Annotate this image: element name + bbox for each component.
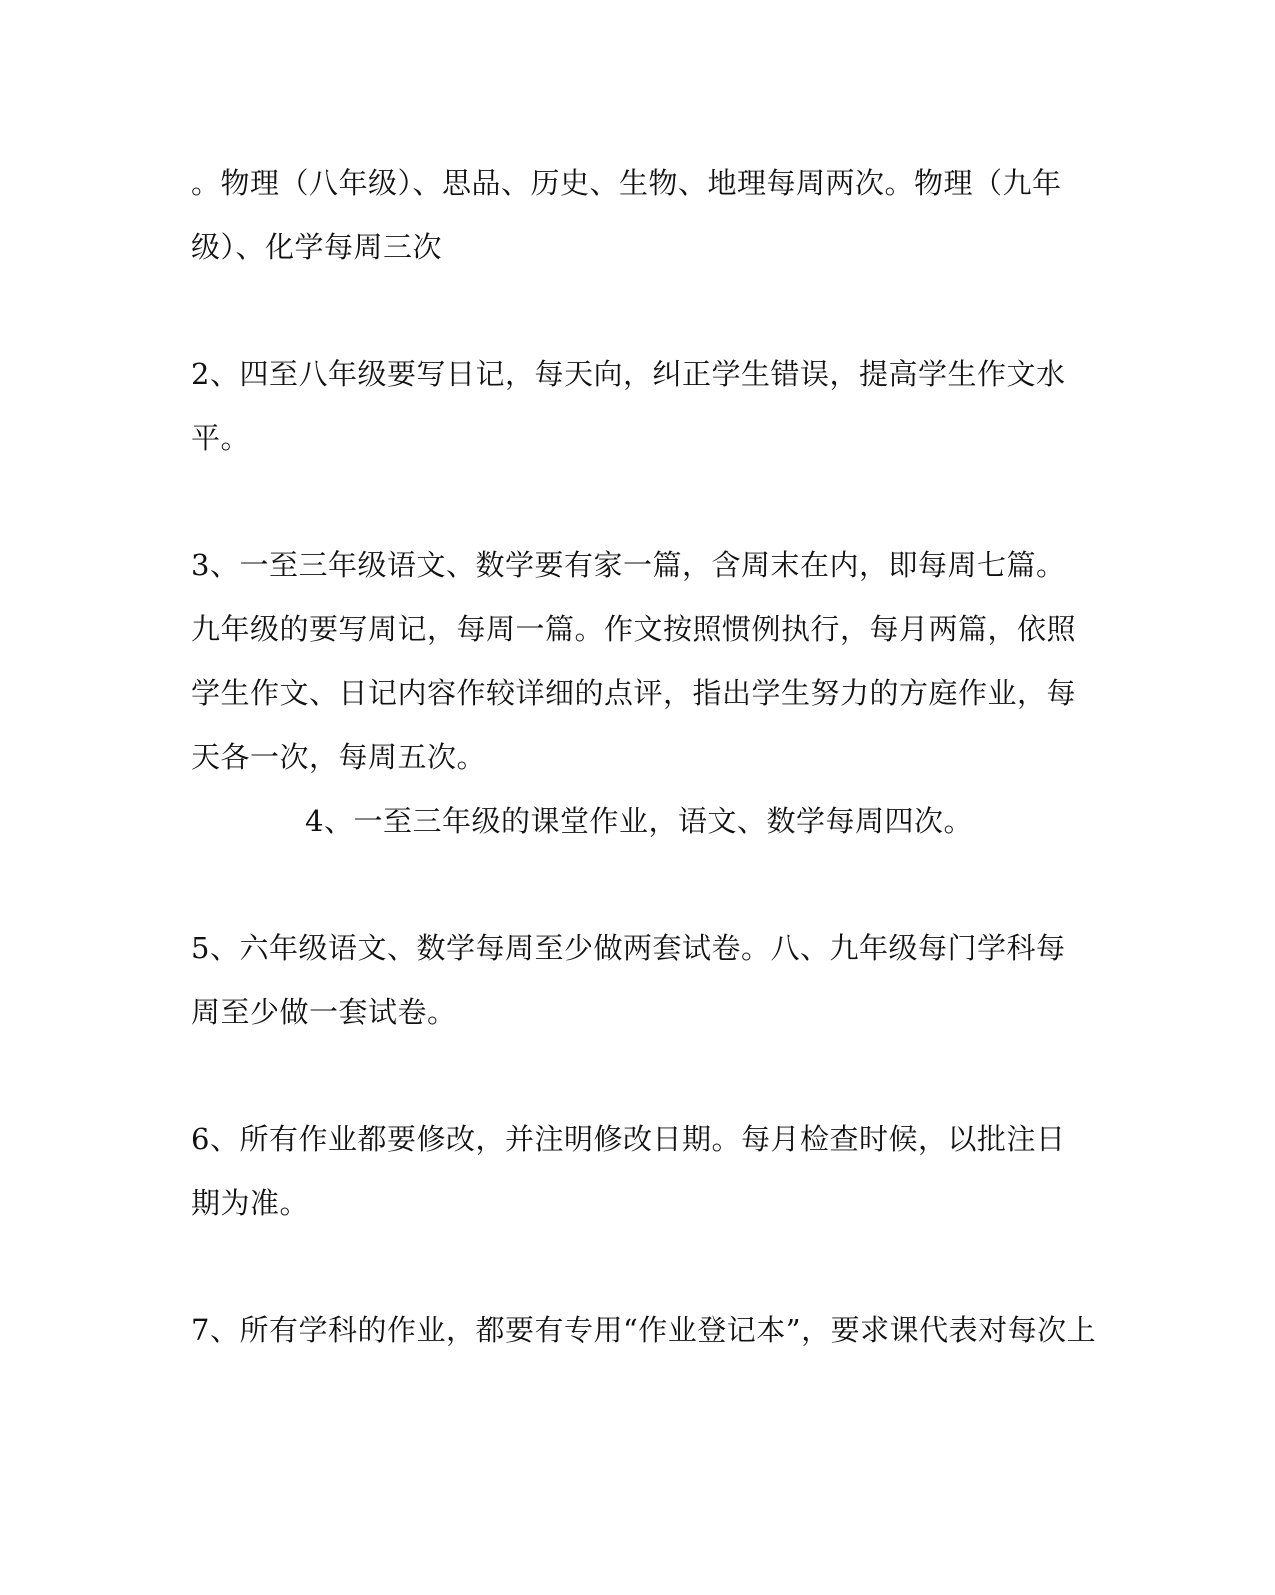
text-line: 2、四至八年级要写日记，每天向，纠正学生错误，提高学生作文水	[191, 357, 1066, 391]
text-line: 4、一至三年级的课堂作业，语文、数学每周四次。	[305, 804, 973, 838]
text-line: 级）、化学每周三次	[191, 230, 443, 264]
text-line: 平。	[191, 421, 251, 455]
text-line: 7、所有学科的作业，都要有专用“作业登记本”，要求课代表对每次上	[191, 1313, 1097, 1347]
text-line: 3、一至三年级语文、数学要有家一篇，含周末在内，即每周七篇。	[191, 548, 1066, 582]
text-line: 5、六年级语文、数学每周至少做两套试卷。八、九年级每门学科每	[191, 931, 1066, 965]
text-line: 九年级的要写周记，每周一篇。作文按照惯例执行，每月两篇，依照	[191, 612, 1077, 646]
text-line: 天各一次，每周五次。	[191, 740, 487, 774]
text-line: 。物理（八年级）、思品、历史、生物、地理每周两次。物理（九年	[191, 166, 1062, 200]
text-line: 6、所有作业都要修改，并注明修改日期。每月检查时候，以批注日	[191, 1122, 1066, 1156]
text-line: 学生作文、日记内容作较详细的点评，指出学生努力的方庭作业，每	[191, 676, 1077, 710]
text-line: 周至少做一套试卷。	[191, 995, 457, 1029]
text-line: 期为准。	[191, 1186, 310, 1220]
